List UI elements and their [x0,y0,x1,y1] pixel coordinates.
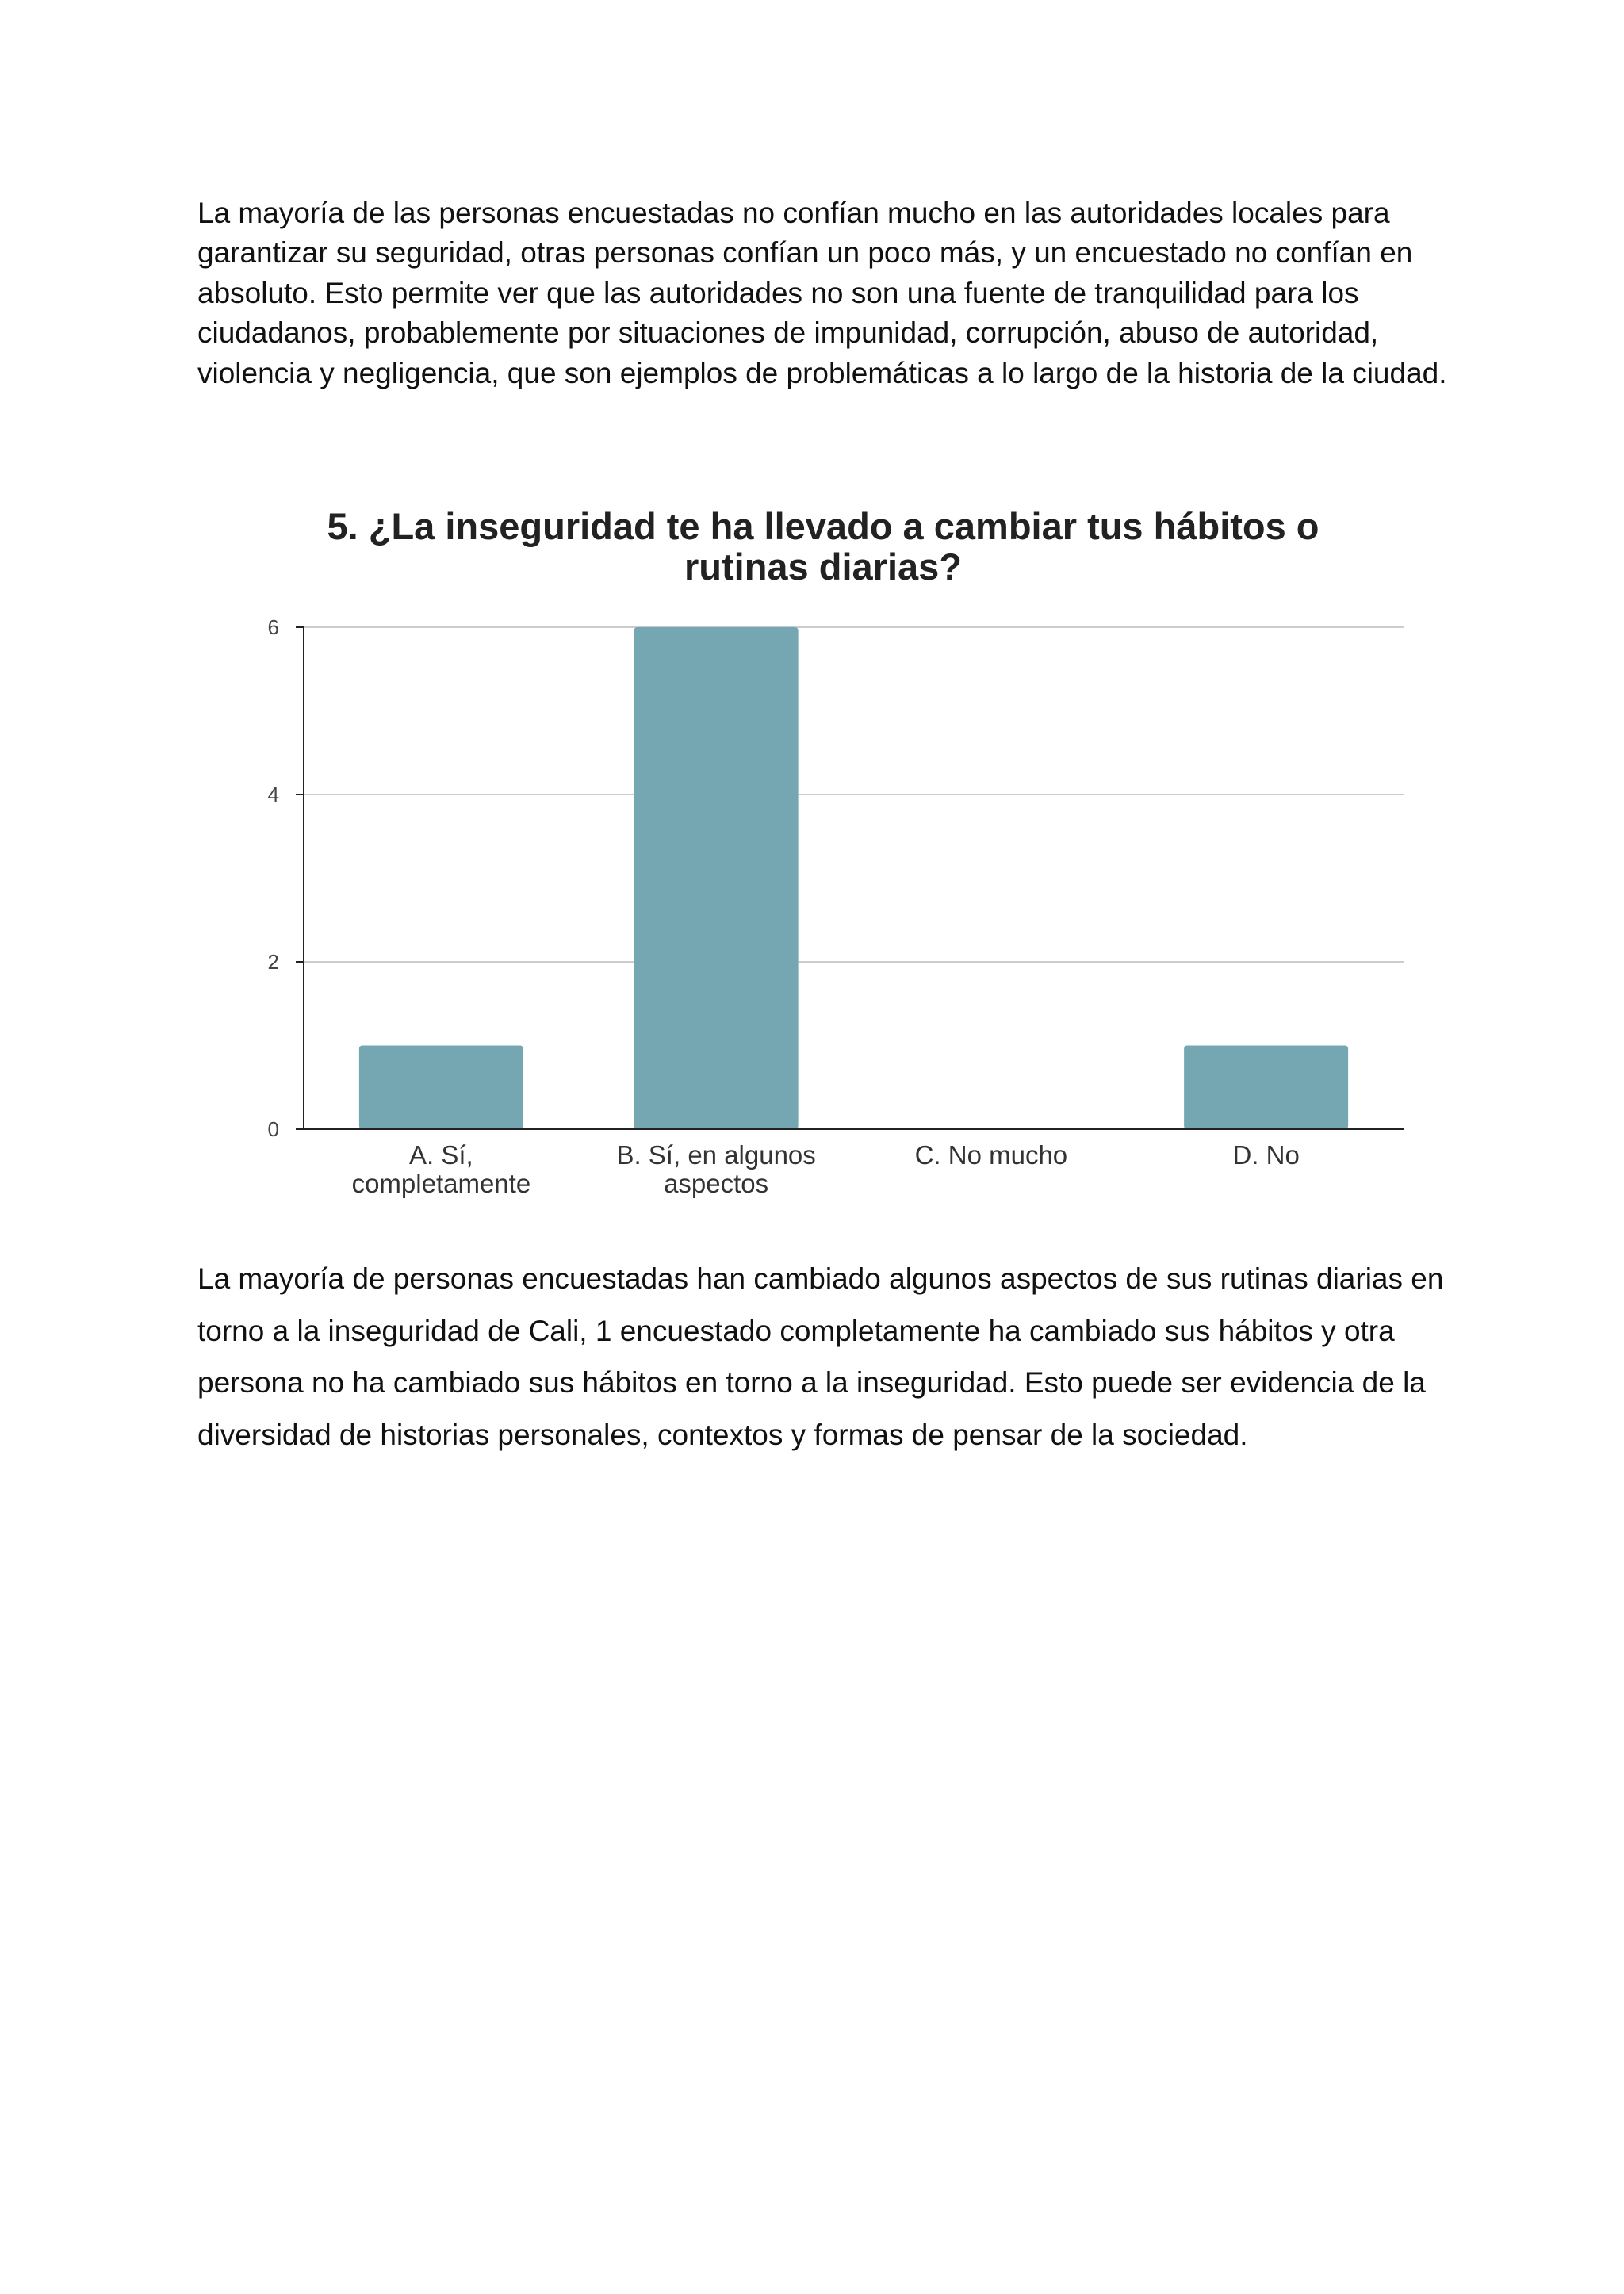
x-category-label: completamente [351,1169,531,1198]
x-axis-labels [352,1140,1300,1198]
chart-title-line-1: 5. ¿La inseguridad te ha llevado a cambiar tus hábitos o [327,505,1320,547]
x-category-label: aspectos [664,1169,769,1198]
paragraph-1: La mayoría de las personas encuestadas no confían mucho en las autoridades locales para garantizar su seguridad, otras personas confían un poco más, y un encuestado no confían en absoluto. Esto permite ver que las autoridades no son una fuente de tranquilidad para los ciudadanos, probablemente por situaciones de impunidad, corrupción, abuso de autoridad, violencia y negligencia, que son ejemplos de problemáticas a lo largo de la historia de la ciudad. [197,197,1447,389]
y-tick-label: 0 [267,1117,279,1141]
y-tick-label: 6 [267,615,279,639]
paragraph-2: La mayoría de personas encuestadas han cambiado algunos aspectos de sus rutinas diarias en torno a la inseguridad de Cali, 1 encuestado completamente ha cambiado sus hábitos y otra persona no ha cambiado sus hábitos en torno a la inseguridad. Esto puede ser evidencia de la diversidad de historias personales, contextos y formas de pensar de la sociedad. [197,1262,1444,1451]
chart-bars [359,627,1348,1129]
bar [359,1046,523,1130]
x-category-label: B. Sí, en algunos [616,1140,816,1170]
x-category-label: D. No [1232,1140,1300,1170]
bar [634,627,799,1129]
chart-title [327,505,1319,588]
bar [1184,1046,1348,1130]
x-category-label: C. No mucho [914,1140,1068,1170]
chart-gridlines [304,627,1404,962]
chart-title-line-2: rutinas diarias? [684,546,962,588]
y-axis-ticks [268,615,304,1141]
x-category-label: A. Sí, [409,1140,473,1170]
y-tick-label: 4 [267,783,279,806]
y-tick-label: 2 [267,950,279,974]
